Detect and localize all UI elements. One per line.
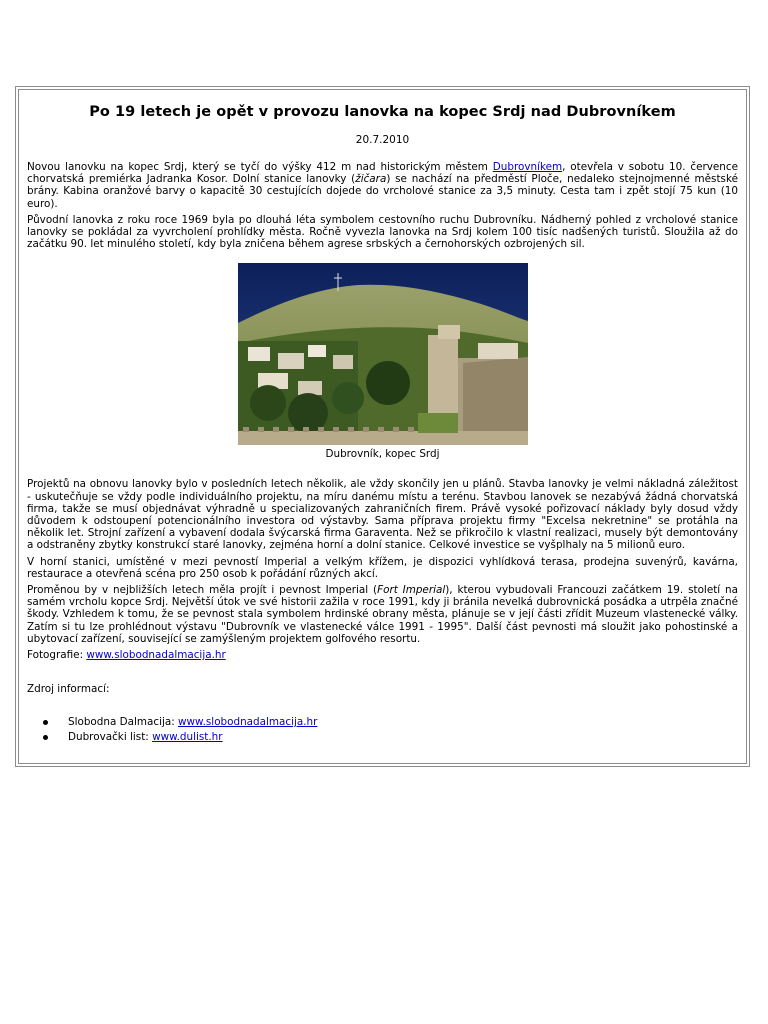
paragraph-history: Původní lanovka z roku roce 1969 byla po dlouhá léta symbolem cestovního ruchu Dubrovníku. Nádherný pohled z vrcholové stanice lanovky se pokládal za vyvrcholení prohlídky města. Ročně vyvezla lanovka na Srdj kolem 100 tisíc nadšených turistů. Sloužila až do začátku 90. let minulého století, kdy byla zničena během agrese srbských a černohorských ozbrojených sil. bbox=[27, 213, 738, 251]
article-body bbox=[18, 89, 747, 764]
photo-credit-label: Fotografie: bbox=[27, 649, 87, 662]
italic-term: Fort Imperial bbox=[377, 584, 446, 597]
dubrovnik-link[interactable]: Dubrovníkem bbox=[492, 161, 563, 173]
paragraph-intro bbox=[27, 161, 738, 210]
paragraph-projects: Projektů na obnovu lanovky bylo v posledních letech několik, ale vždy skončily jen u plánů. Stavba lanovky je velmi nákladná záležitost - uskutečňuje se vždy podle individuálního projektu, na míru danému místu a terénu. Stavbou lanovek se nezabývá žádná chorvatská firma, takže se musí objednávat výhradně u specializovaných zahraničních firem. Právě vysoké pořizovací náklady byly dosud vždy důvodem k odstoupení potencionálního investora od výstavby. Sama příprava projektu firmy "Excelsa nekretnine" se protáhla na několik let. Strojní zařízení a vybavení dodala švýcarská firma Garaventa. Než se přikročilo k vlastní realizaci, musely být demontovány a odstraněny zbytky konstrukcí staré lanovky, zejména horní a dolní stanice. Celkové investice se vyšplhaly na 5 milionů euro. bbox=[27, 478, 738, 552]
article-date: 20.7.2010 bbox=[355, 134, 410, 146]
sources-heading: Zdroj informací: bbox=[27, 683, 110, 696]
source-link[interactable]: www.dulist.hr bbox=[152, 730, 223, 743]
photo-credit-link[interactable]: www.slobodnadalmacija.hr bbox=[86, 649, 226, 662]
text: , otevřela v sobotu 10. července chorvatská premiérka Jadranka Kosor. Dolní stanice lanovky ( bbox=[27, 161, 738, 186]
text: Novou lanovku na kopec Srdj, který se tyčí do výšky 412 m nad historickým městem bbox=[27, 161, 493, 173]
text: ), kterou vybudovali Francouzi začátkem 19. století na samém vrcholu kopce Srdj. Největší útok ve své historii zažila v roce 1991, kdy ji bránila nevelká dubrovnická posádka a utrpěla značné škody. Vzhledem k tomu, že se pevnost stala symbolem hrdinské obrany města, plánuje se v její části zřídit Muzeum vlastenecké války. Zatím si tu lze prohlédnout výstavu "Dubrovník ve vlastenecké válce 1991 - 1995". Další část pevnosti má sloužit jako pohostinské a ubytovací zařízení, související se zamýšleným projektem golfového resortu. bbox=[27, 584, 738, 645]
photo-dubrovnik-srdj bbox=[238, 263, 528, 445]
photo-credit bbox=[27, 649, 738, 661]
paragraph-fort-imperial bbox=[27, 584, 738, 645]
sources-list bbox=[27, 715, 738, 744]
text: Proměnou by v nejbližších letech měla projít i pevnost Imperial ( bbox=[27, 584, 378, 597]
bullet-icon bbox=[43, 720, 48, 725]
source-link[interactable]: www.slobodnadalmacija.hr bbox=[178, 716, 318, 729]
list-item bbox=[43, 715, 738, 730]
article-title: Po 19 letech je opět v provozu lanovka na kopec Srdj nad Dubrovníkem bbox=[89, 104, 676, 120]
article-figure bbox=[238, 263, 528, 460]
figure-caption: Dubrovník, kopec Srdj bbox=[325, 448, 440, 461]
list-item bbox=[43, 730, 738, 745]
italic-term: žičara bbox=[355, 173, 387, 186]
article-frame bbox=[15, 86, 750, 767]
source-label: Slobodna Dalmacija: bbox=[68, 716, 179, 729]
paragraph-upper-station: V horní stanici, umístěné v mezi pevností Imperial a velkým křížem, je dispozici vyhlídková terasa, prodejna suvenýrů, kavárna, restaurace a otevřená scéna pro 250 osob k pořádání různých akcí. bbox=[27, 555, 738, 580]
text: ) se nachází na předměstí Ploče, nedaleko stejnojmenné městské brány. Kabina oranžové barvy o kapacitě 30 cestujících dojede do vrcholové stanice za 3,5 minuty. Cesta tam i zpět stojí 75 kun (10 euro). bbox=[27, 173, 738, 210]
source-label: Dubrovački list: bbox=[68, 730, 153, 743]
bullet-icon bbox=[43, 735, 48, 740]
